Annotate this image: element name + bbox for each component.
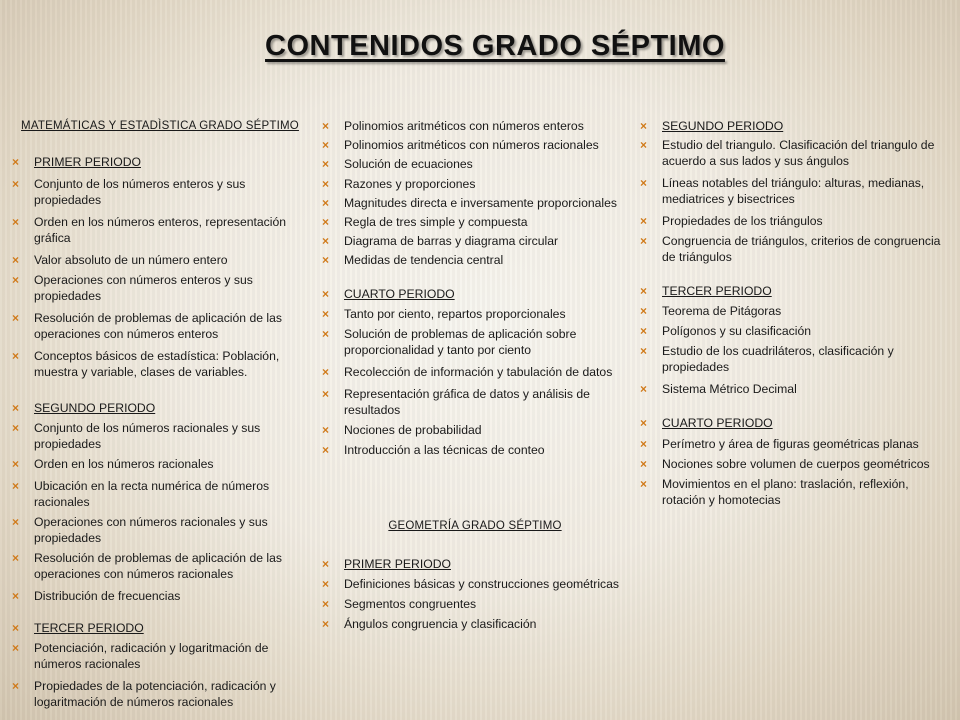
section-heading-math: MATEMÁTICAS Y ESTADÌSTICA GRADO SÉPTIMO <box>21 120 299 132</box>
list-item: × Solución de ecuaciones <box>322 156 628 172</box>
period-label: × SEGUNDO PERIODO <box>12 400 308 416</box>
list-item: × Conceptos básicos de estadística: Población, muestra y variable, clases de variables. <box>12 348 308 380</box>
list-item: × Representación gráfica de datos y análisis de resultados <box>322 386 628 418</box>
list-item: × Tanto por ciento, repartos proporcionales <box>322 306 628 322</box>
list-item: × Razones y proporciones <box>322 176 628 192</box>
list-item: × Propiedades de los triángulos <box>640 213 952 229</box>
list-item: × Magnitudes directa e inversamente proporcionales <box>322 195 628 211</box>
list-first-period <box>12 154 308 380</box>
list-item: × Perímetro y área de figuras geométricas planas <box>640 436 952 452</box>
list-second-period <box>12 400 308 604</box>
period-label: × CUARTO PERIODO <box>640 415 952 431</box>
period-label: × PRIMER PERIODO <box>322 556 628 572</box>
list-item: × Ángulos congruencia y clasificación <box>322 616 628 632</box>
list-item: × Teorema de Pitágoras <box>640 303 952 319</box>
list-item: × Resolución de problemas de aplicación de las operaciones con números racionales <box>12 550 308 582</box>
list-item: × Potenciación, radicación y logaritmación de números racionales <box>12 640 308 672</box>
list-geometry-fourth-period <box>640 415 952 508</box>
period-label: × TERCER PERIODO <box>640 283 952 299</box>
column-geometry <box>640 118 952 508</box>
list-item: × Sistema Métrico Decimal <box>640 381 952 397</box>
list-item: × Orden en los números enteros, representación gráfica <box>12 214 308 246</box>
list-item: × Polígonos y su clasificación <box>640 323 952 339</box>
list-item: × Congruencia de triángulos, criterios de congruencia de triángulos <box>640 233 952 265</box>
list-third-period <box>12 620 308 710</box>
list-item: × Estudio del triangulo. Clasificación del triangulo de acuerdo a sus lados y sus ángulos <box>640 137 952 169</box>
list-item: × Segmentos congruentes <box>322 596 628 612</box>
list-item: × Resolución de problemas de aplicación de las operaciones con números enteros <box>12 310 308 342</box>
list-item: × Definiciones básicas y construcciones geométricas <box>322 576 628 592</box>
list-item: × Conjunto de los números racionales y sus propiedades <box>12 420 308 452</box>
list-item: × Regla de tres simple y compuesta <box>322 214 628 230</box>
list-geometry-first-period <box>322 556 628 632</box>
period-label: × TERCER PERIODO <box>12 620 308 636</box>
section-heading-geometry: GEOMETRÍA GRADO SÉPTIMO <box>388 520 562 532</box>
list-item: × Orden en los números racionales <box>12 456 308 472</box>
list-item: × Operaciones con números enteros y sus propiedades <box>12 272 308 304</box>
list-item: × Diagrama de barras y diagrama circular <box>322 233 628 249</box>
list-geometry-third-period <box>640 283 952 397</box>
list-item: × Ubicación en la recta numérica de números racionales <box>12 478 308 510</box>
list-item: × Nociones sobre volumen de cuerpos geométricos <box>640 456 952 472</box>
list-item: × Polinomios aritméticos con números racionales <box>322 137 628 153</box>
list-item: × Movimientos en el plano: traslación, reflexión, rotación y homotecias <box>640 476 952 508</box>
list-item: × Distribución de frecuencias <box>12 588 308 604</box>
list-item: × Estudio de los cuadriláteros, clasificación y propiedades <box>640 343 952 375</box>
list-item: × Recolección de información y tabulación de datos <box>322 364 628 380</box>
list-item: × Medidas de tendencia central <box>322 252 628 268</box>
list-item: × Valor absoluto de un número entero <box>12 252 308 268</box>
column-mathematics-continued <box>322 118 628 632</box>
period-label: × SEGUNDO PERIODO <box>640 118 952 134</box>
list-item: × Polinomios aritméticos con números enteros <box>322 118 628 134</box>
period-label: × PRIMER PERIODO <box>12 154 308 170</box>
list-item: × Introducción a las técnicas de conteo <box>322 442 628 458</box>
list-item: × Operaciones con números racionales y sus propiedades <box>12 514 308 546</box>
list-item: × Solución de problemas de aplicación sobre proporcionalidad y tanto por ciento <box>322 326 628 358</box>
list-third-period-continued <box>322 118 628 268</box>
page-title: CONTENIDOS GRADO SÉPTIMO <box>265 30 725 62</box>
list-fourth-period <box>322 286 628 458</box>
column-mathematics <box>12 118 308 710</box>
list-geometry-second-period <box>640 118 952 265</box>
list-item: × Nociones de probabilidad <box>322 422 628 438</box>
period-label: × CUARTO PERIODO <box>322 286 628 302</box>
list-item: × Propiedades de la potenciación, radicación y logaritmación de números racionales <box>12 678 308 710</box>
list-item: × Líneas notables del triángulo: alturas, medianas, mediatrices y bisectrices <box>640 175 952 207</box>
list-item: × Conjunto de los números enteros y sus propiedades <box>12 176 308 208</box>
